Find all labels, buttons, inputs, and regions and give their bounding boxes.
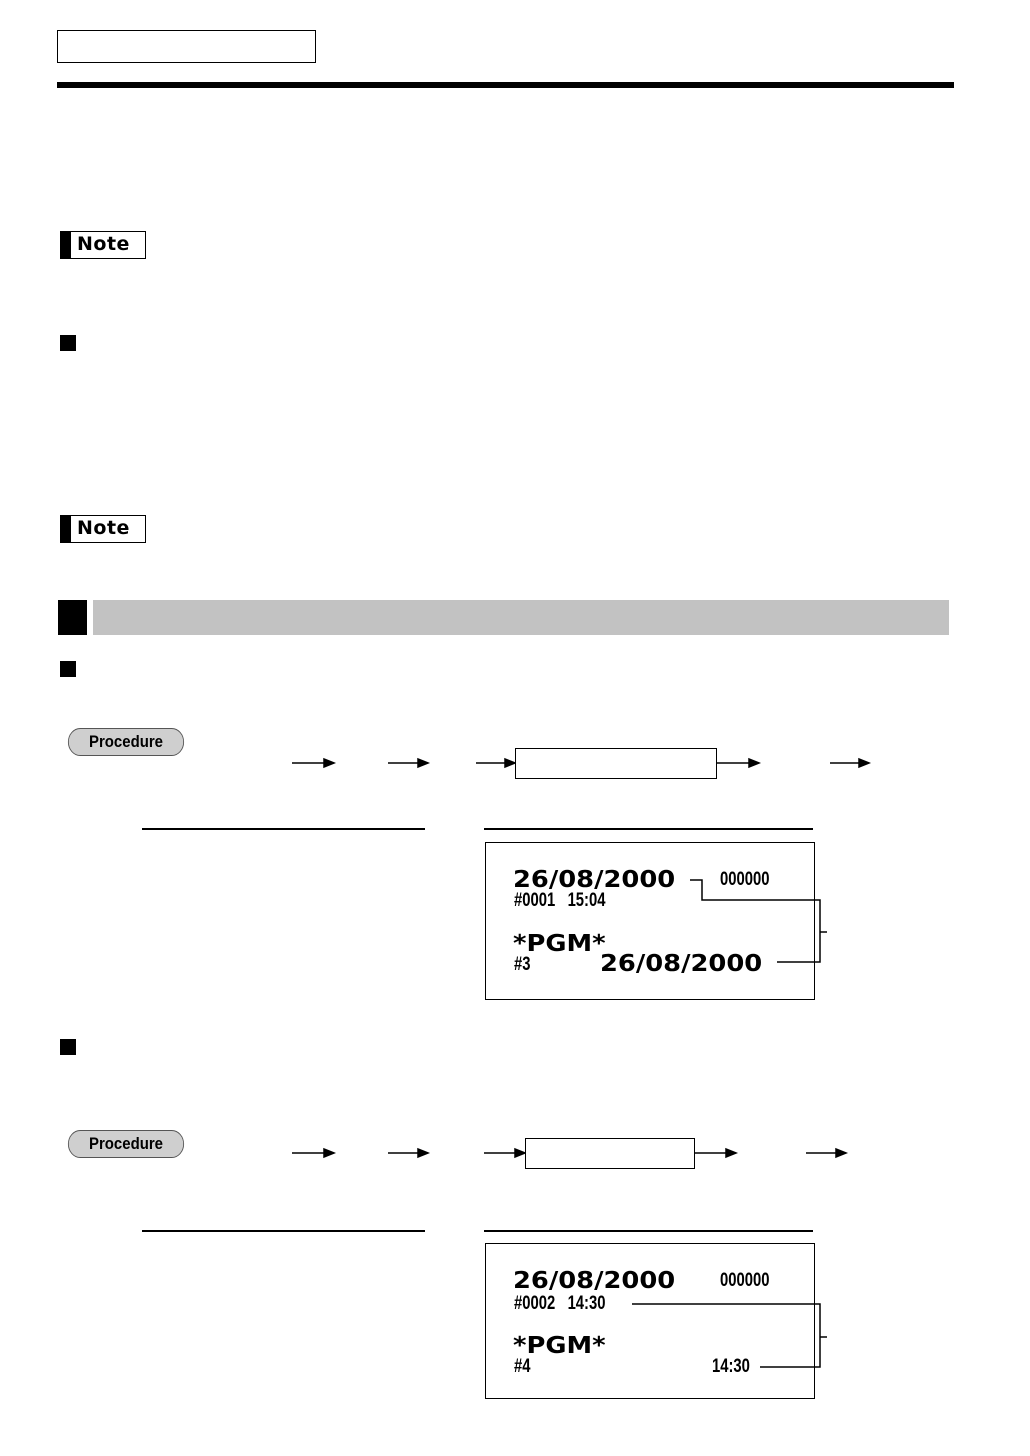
receipt-code: 000000 — [720, 1270, 770, 1291]
note-badge — [60, 231, 146, 259]
section-heading-marker — [58, 600, 87, 635]
receipt-consecutive-time: #0001 15:04 — [514, 890, 606, 911]
receipt-pgm: *PGM* — [513, 931, 606, 957]
section-heading-band — [93, 600, 949, 635]
receipt-date: 26/08/2000 — [513, 1268, 676, 1294]
section-bullet — [60, 1039, 76, 1055]
receipt-date-callout — [680, 860, 840, 980]
column-rule-left — [142, 828, 425, 830]
receipt-time-callout — [620, 1290, 840, 1380]
column-rule-right — [484, 1230, 813, 1232]
column-rule-right — [484, 828, 813, 830]
receipt-pgm: *PGM* — [513, 1333, 606, 1359]
column-rule-left — [142, 1230, 425, 1232]
note-label: Note — [77, 233, 130, 255]
procedure-label: Procedure — [88, 732, 164, 751]
time-entry-box — [525, 1138, 695, 1169]
receipt-date: 26/08/2000 — [513, 867, 676, 893]
receipt-consecutive-time: #0002 14:30 — [514, 1293, 606, 1314]
receipt-set-time: 14:30 — [712, 1356, 750, 1377]
section-bullet — [60, 335, 76, 351]
receipt-job-number: #3 — [514, 954, 531, 975]
receipt-code: 000000 — [720, 869, 770, 890]
section-bullet — [60, 661, 76, 677]
note-label: Note — [77, 517, 130, 539]
date-entry-box — [515, 748, 717, 779]
procedure-label: Procedure — [88, 1134, 164, 1153]
procedure-flow-2 — [0, 1130, 1030, 1175]
header-rule — [57, 82, 954, 88]
note-badge — [60, 515, 146, 543]
receipt-set-date: 26/08/2000 — [600, 951, 763, 977]
header-label-box — [57, 30, 316, 63]
receipt-job-number: #4 — [514, 1356, 531, 1377]
